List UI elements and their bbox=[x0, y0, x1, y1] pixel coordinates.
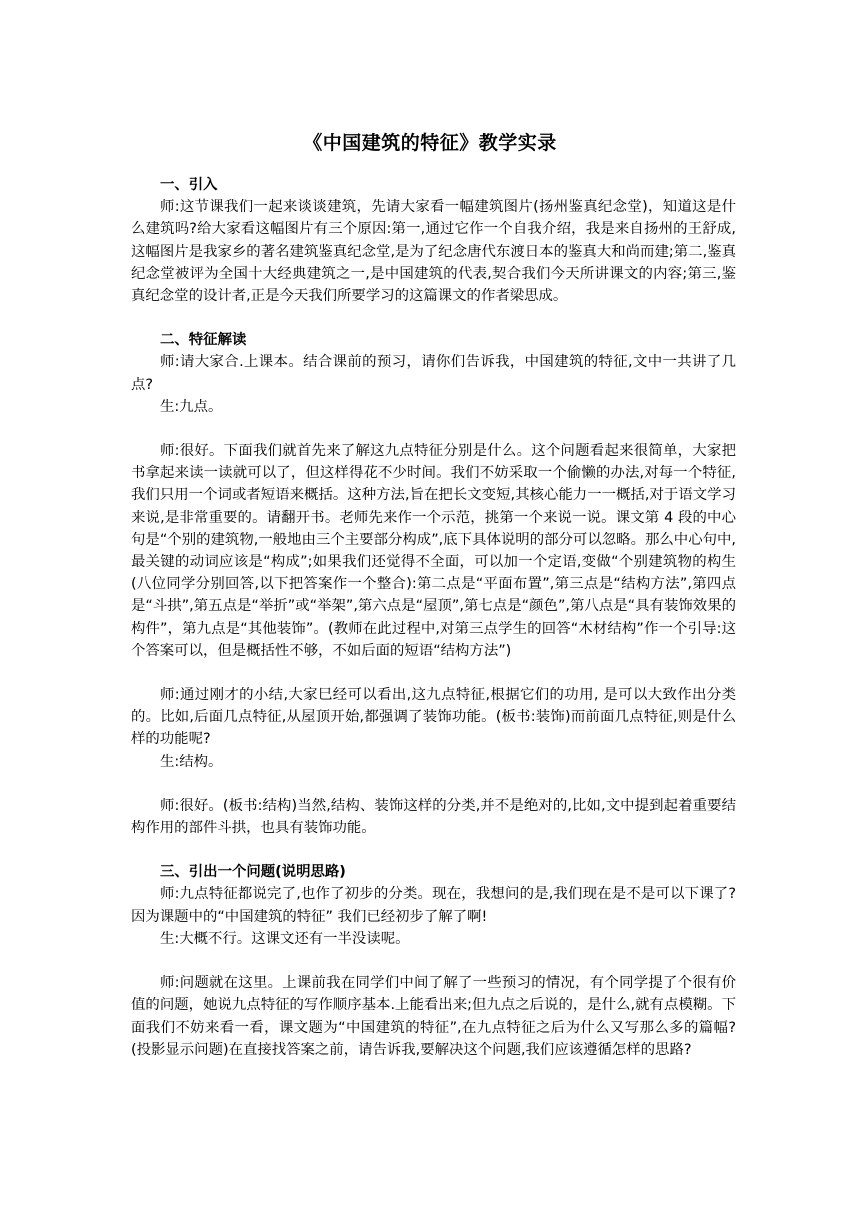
blank-line bbox=[131, 307, 736, 329]
blank-line bbox=[131, 950, 736, 972]
paragraph: 师:问题就在这里。上课前我在同学们中间了解了一些预习的情况，有个同学提了个很有价值的问题，她说九点特征的写作顺序基本.上能看出来;但九点之后说的，是什么,就有点模糊。下面我们不妨来看一看，课文题为“中国建筑的特征”,在九点特征之后为什么又写那么多的篇幅?(投影显示问题)在直接找答案之前，请告诉我,要解决这个问题,我们应该遵循怎样的思路? bbox=[131, 975, 736, 1058]
blank-line bbox=[131, 773, 736, 795]
paragraph: 师:通过刚才的小结,大家巳经可以看出,这九点特征,根据它们的功用, 是可以大致作出分类的。比如,后面几点特征,从屋顶开始,都强调了装饰功能。(板书:装饰)而前面几点特征,则是什么样的功能呢? bbox=[131, 687, 736, 748]
paragraph: 生:九点。 bbox=[160, 398, 223, 415]
paragraph: 生:大概不行。这课文还有一半没读呢。 bbox=[160, 930, 410, 947]
blank-line bbox=[131, 418, 736, 440]
document-body bbox=[131, 174, 736, 1061]
section-heading: 三、引出一个问题(说明思路) bbox=[160, 864, 346, 881]
section-introduction bbox=[131, 174, 736, 307]
paragraph: 师:请大家合.上课本。结合课前的预习，请你们告诉我，中国建筑的特征,文中一共讲了几点? bbox=[131, 354, 736, 393]
paragraph: 师:九点特征都说完了,也作了初步的分类。现在，我想问的是,我们现在是不是可以下课了?因为课题中的“中国建筑的特征” 我们已经初步了解了啊! bbox=[131, 886, 736, 925]
section-feature-analysis bbox=[131, 329, 736, 839]
blank-line bbox=[131, 662, 736, 684]
paragraph: 生:结构。 bbox=[160, 753, 223, 770]
paragraph: 师:很好。下面我们就首先来了解这九点特征分别是什么。这个问题看起来很简单，大家把书拿起来读一读就可以了，但这样得花不少时间。我们不妨采取一个偷懒的办法,对每一个特征,我们只用一个词或者短语来概括。这种方法,旨在把长文变短,其核心能力一一概括,对于语文学习来说,是非常重要的。请翻开书。老师先来作一个示范，挑第一个来说一说。课文第 4 段的中心句是“个别的建筑物,一般地由三个主要部分构成”,底下具体说明的部分可以忽略。那么中心句中,最关键的动词应该是“构成”;如果我们还觉得不全面，可以加一个定语,变做“个别建筑物的构生(八位同学分别回答,以下把答案作一个整合):第二点是“平面布置”,第三点是“结构方法”,第四点是“斗拱”,第五点是“举折”或“举架”,第六点是“屋顶”,第七点是“颜色”,第八点是“具有装饰效果的构件”，第九点是“其他装饰”。(教师在此过程中,对第三点学生的回答“木材结构”作一个引导:这个答案可以，但是概括性不够，不如后面的短语“结构方法”) bbox=[131, 443, 736, 659]
section-raising-question bbox=[131, 861, 736, 1061]
section-heading: 一、引入 bbox=[160, 177, 218, 193]
paragraph: 师:这节课我们一起来谈谈建筑，先请大家看一幅建筑图片(扬州鉴真纪念堂)，知道这是什么建筑吗?给大家看这幅图片有三个原因:第一,通过它作一个自我介绍，我是来自扬州的王舒成,这幅图片是我家乡的著名建筑鉴真纪念堂,是为了纪念唐代东渡日本的鉴真大和尚而建;第二,鉴真纪念堂被评为全国十大经典建筑之一,是中国建筑的代表,契合我们今天所讲课文的内容;第三,鉴真纪念堂的设计者,正是今天我们所要学习的这篇课文的作者梁思成。 bbox=[131, 199, 736, 305]
blank-line bbox=[131, 839, 736, 861]
document-title: 《中国建筑的特征》教学实录 bbox=[303, 132, 557, 154]
section-heading: 二、特征解读 bbox=[160, 332, 247, 349]
paragraph: 师:很好。(板书:结构)当然,结构、装饰这样的分类,并不是绝对的,比如,文中提到起着重要结构作用的部件斗拱，也具有装饰功能。 bbox=[131, 797, 736, 837]
